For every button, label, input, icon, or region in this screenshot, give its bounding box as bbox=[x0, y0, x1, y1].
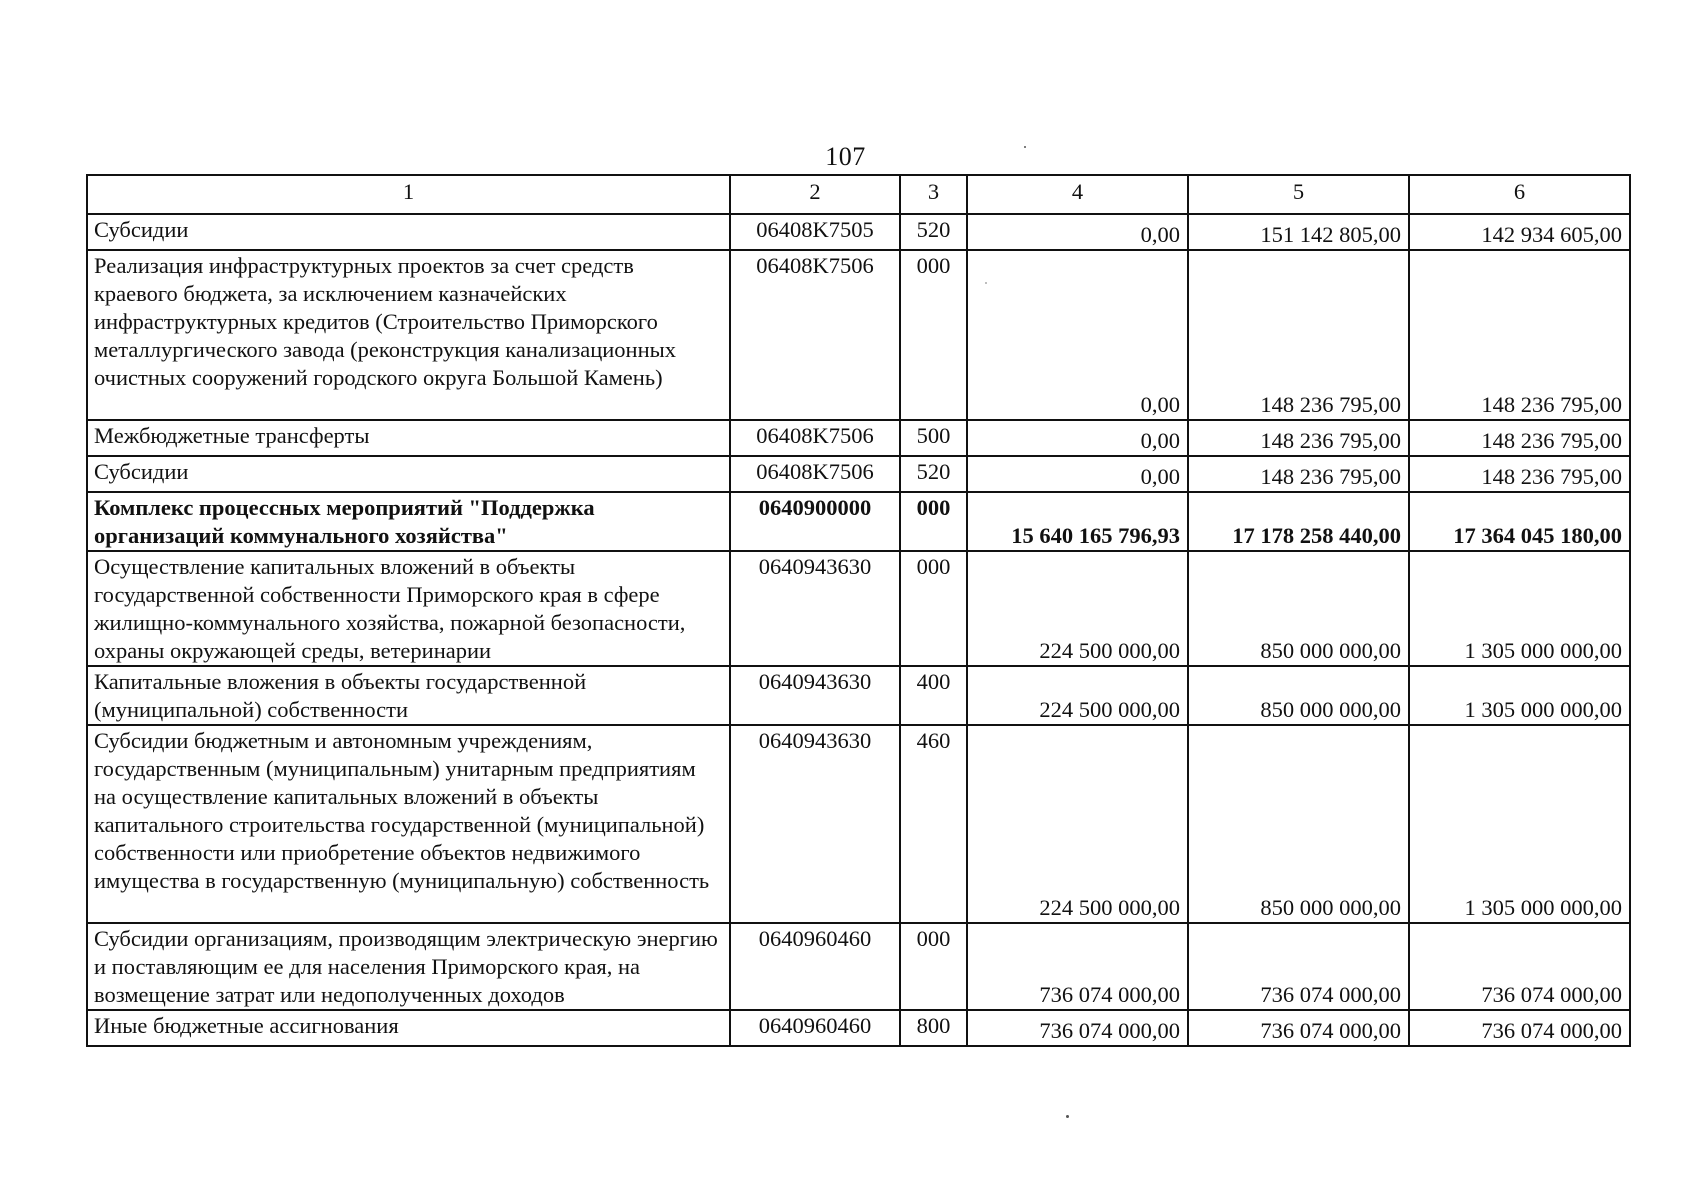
header-cell: 1 bbox=[87, 175, 730, 214]
row-expense-type: 000 bbox=[900, 250, 967, 420]
table-row bbox=[87, 725, 1630, 923]
row-target-code: 0640900000 bbox=[730, 492, 900, 551]
row-amount-col4: 0,00 bbox=[967, 456, 1188, 492]
row-amount-col5: 148 236 795,00 bbox=[1188, 420, 1409, 456]
row-name: Капитальные вложения в объекты государственной (муниципальной) собственности bbox=[87, 666, 730, 725]
row-name: Субсидии организациям, производящим электрическую энергию и поставляющим ее для населения Приморского края, на возмещение затрат или недополученных доходов bbox=[87, 923, 730, 1010]
row-expense-type: 460 bbox=[900, 725, 967, 923]
row-expense-type: 520 bbox=[900, 214, 967, 250]
row-amount-col4: 15 640 165 796,93 bbox=[967, 492, 1188, 551]
row-expense-type: 800 bbox=[900, 1010, 967, 1046]
row-amount-col4: 224 500 000,00 bbox=[967, 666, 1188, 725]
row-expense-type: 520 bbox=[900, 456, 967, 492]
header-cell: 6 bbox=[1409, 175, 1630, 214]
row-target-code: 0640943630 bbox=[730, 725, 900, 923]
row-name: Осуществление капитальных вложений в объекты государственной собственности Приморского края в сфере жилищно-коммунального хозяйства, пожарной безопасности, охраны окружающей среды, ветеринарии bbox=[87, 551, 730, 666]
row-target-code: 06408K7506 bbox=[730, 250, 900, 420]
row-amount-col6: 736 074 000,00 bbox=[1409, 1010, 1630, 1046]
row-name: Субсидии bbox=[87, 214, 730, 250]
row-amount-col5: 17 178 258 440,00 bbox=[1188, 492, 1409, 551]
row-amount-col5: 148 236 795,00 bbox=[1188, 250, 1409, 420]
row-amount-col5: 148 236 795,00 bbox=[1188, 456, 1409, 492]
table-row bbox=[87, 923, 1630, 1010]
row-target-code: 06408K7505 bbox=[730, 214, 900, 250]
header-cell: 2 bbox=[730, 175, 900, 214]
table-row bbox=[87, 456, 1630, 492]
row-name: Межбюджетные трансферты bbox=[87, 420, 730, 456]
row-amount-col6: 148 236 795,00 bbox=[1409, 250, 1630, 420]
table-row bbox=[87, 551, 1630, 666]
row-amount-col5: 151 142 805,00 bbox=[1188, 214, 1409, 250]
row-expense-type: 000 bbox=[900, 923, 967, 1010]
row-name: Реализация инфраструктурных проектов за счет средств краевого бюджета, за исключением казначейских инфраструктурных кредитов (Строительство Приморского металлургического завода (реконструкция канализационных очистных сооружений городского округа Большой Камень) bbox=[87, 250, 730, 420]
row-name: Комплекс процессных мероприятий "Поддержка организаций коммунального хозяйства" bbox=[87, 492, 730, 551]
row-target-code: 0640943630 bbox=[730, 666, 900, 725]
row-amount-col4: 0,00 bbox=[967, 214, 1188, 250]
row-expense-type: 000 bbox=[900, 492, 967, 551]
row-amount-col5: 736 074 000,00 bbox=[1188, 1010, 1409, 1046]
row-amount-col6: 17 364 045 180,00 bbox=[1409, 492, 1630, 551]
table-row bbox=[87, 1010, 1630, 1046]
row-amount-col5: 850 000 000,00 bbox=[1188, 551, 1409, 666]
header-cell: 4 bbox=[967, 175, 1188, 214]
row-name: Субсидии bbox=[87, 456, 730, 492]
row-target-code: 06408K7506 bbox=[730, 456, 900, 492]
row-amount-col5: 736 074 000,00 bbox=[1188, 923, 1409, 1010]
row-amount-col6: 736 074 000,00 bbox=[1409, 923, 1630, 1010]
scan-speck bbox=[1024, 146, 1026, 148]
row-amount-col5: 850 000 000,00 bbox=[1188, 725, 1409, 923]
header-cell: 5 bbox=[1188, 175, 1409, 214]
row-name: Иные бюджетные ассигнования bbox=[87, 1010, 730, 1046]
row-amount-col6: 148 236 795,00 bbox=[1409, 420, 1630, 456]
row-amount-col6: 1 305 000 000,00 bbox=[1409, 666, 1630, 725]
row-expense-type: 400 bbox=[900, 666, 967, 725]
row-amount-col4: 224 500 000,00 bbox=[967, 551, 1188, 666]
row-amount-col6: 142 934 605,00 bbox=[1409, 214, 1630, 250]
row-target-code: 0640960460 bbox=[730, 923, 900, 1010]
row-target-code: 06408K7506 bbox=[730, 420, 900, 456]
row-amount-col6: 148 236 795,00 bbox=[1409, 456, 1630, 492]
table-row-section bbox=[87, 492, 1630, 551]
row-amount-col4: 0,00 bbox=[967, 420, 1188, 456]
scan-speck bbox=[1066, 1115, 1069, 1118]
row-amount-col6: 1 305 000 000,00 bbox=[1409, 551, 1630, 666]
budget-table bbox=[86, 174, 1631, 1047]
row-amount-col5: 850 000 000,00 bbox=[1188, 666, 1409, 725]
scan-speck bbox=[985, 282, 987, 284]
header-cell: 3 bbox=[900, 175, 967, 214]
table-row bbox=[87, 666, 1630, 725]
row-name: Субсидии бюджетным и автономным учреждениям, государственным (муниципальным) унитарным предприятиям на осуществление капитальных вложений в объекты капитального строительства государственной (муниципальной) собственности или приобретение объектов недвижимого имущества в государственную (муниципальную) собственность bbox=[87, 725, 730, 923]
row-amount-col4: 736 074 000,00 bbox=[967, 923, 1188, 1010]
table-row bbox=[87, 250, 1630, 420]
row-expense-type: 000 bbox=[900, 551, 967, 666]
table-header-row bbox=[87, 175, 1630, 214]
table-row bbox=[87, 420, 1630, 456]
row-amount-col4: 224 500 000,00 bbox=[967, 725, 1188, 923]
table-row bbox=[87, 214, 1630, 250]
row-amount-col6: 1 305 000 000,00 bbox=[1409, 725, 1630, 923]
row-target-code: 0640943630 bbox=[730, 551, 900, 666]
row-expense-type: 500 bbox=[900, 420, 967, 456]
row-target-code: 0640960460 bbox=[730, 1010, 900, 1046]
row-amount-col4: 736 074 000,00 bbox=[967, 1010, 1188, 1046]
row-amount-col4: 0,00 bbox=[967, 250, 1188, 420]
page-number: 107 bbox=[825, 142, 866, 171]
